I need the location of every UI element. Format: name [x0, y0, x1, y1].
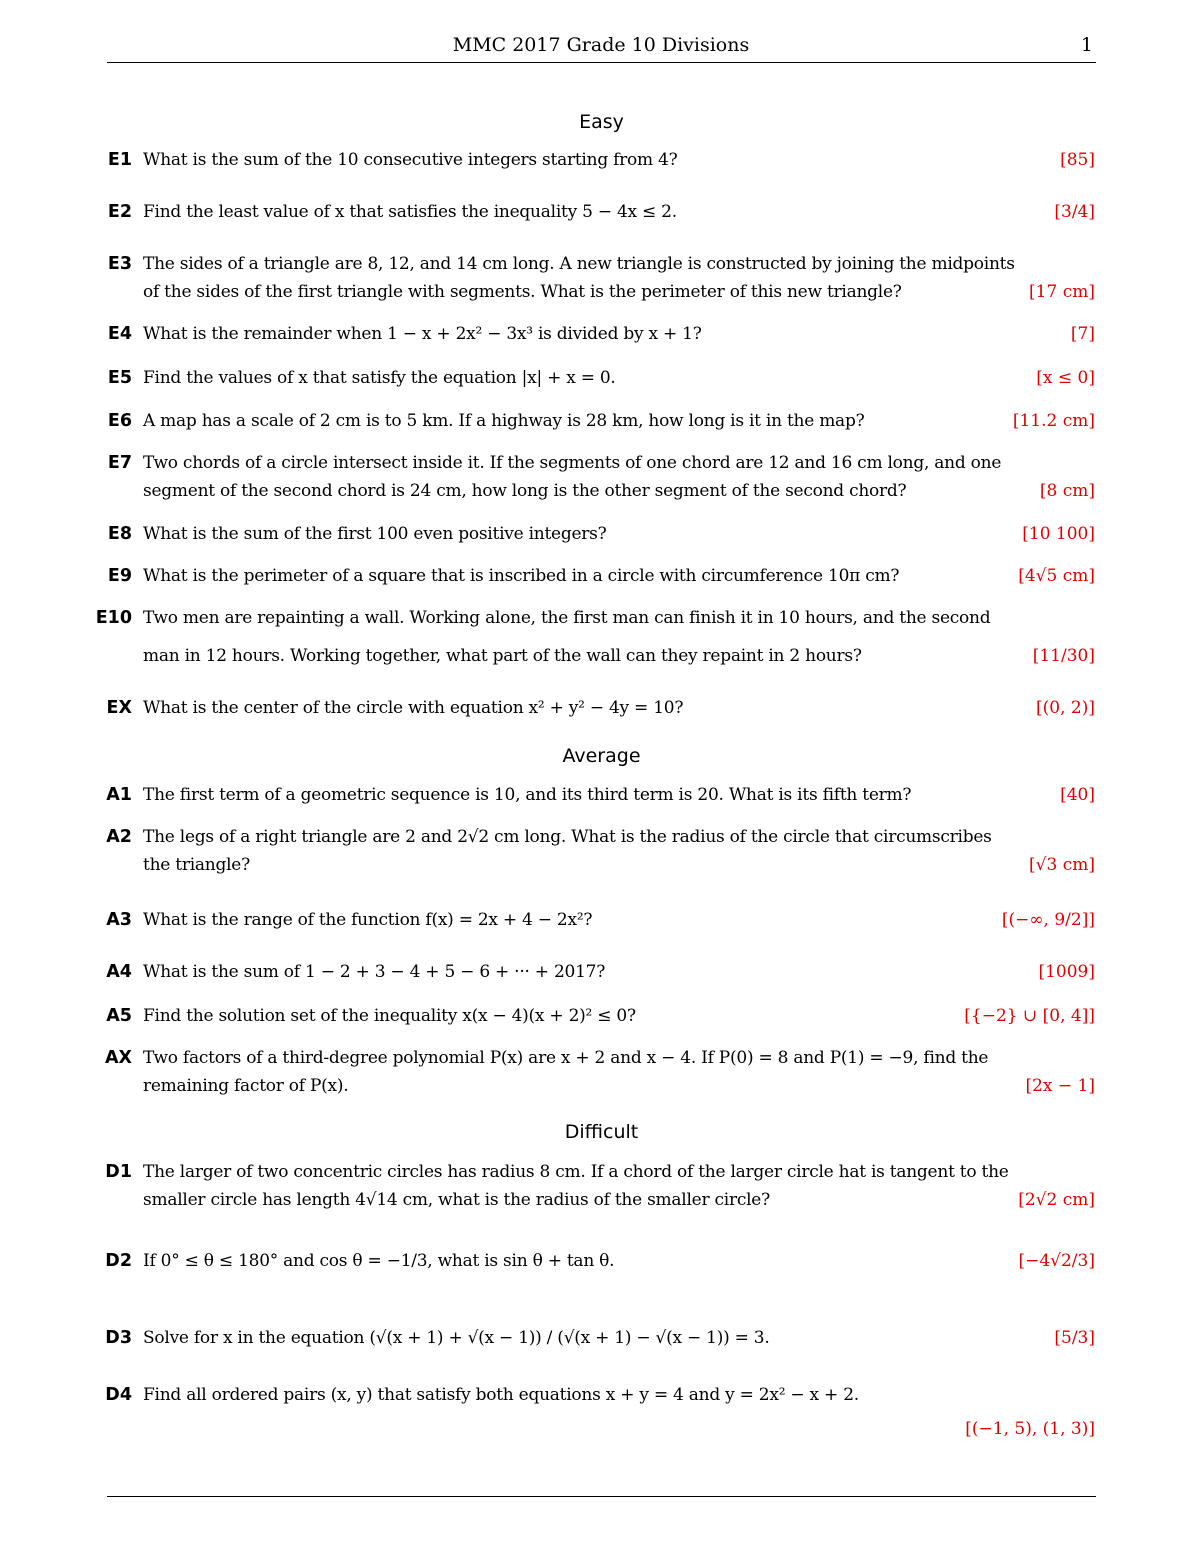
- question-line: If 0° ≤ θ ≤ 180° and cos θ = −1/3, what is sin θ + tan θ.: [143, 1251, 615, 1271]
- problem-question: [143, 604, 1095, 670]
- question-line: What is the range of the function f(x) = 2x + 4 − 2x²?: [143, 910, 593, 930]
- problem-label: D1: [105, 1162, 132, 1182]
- question-line: remaining factor of P(x).: [143, 1076, 349, 1096]
- page-header: [107, 34, 1095, 64]
- problem-answer: [1009]: [1038, 962, 1095, 982]
- problem-item: [80, 1381, 1095, 1441]
- question-line: What is the sum of the first 100 even positive integers?: [143, 524, 607, 544]
- question-line: segment of the second chord is 24 cm, how long is the other segment of the second chord?: [143, 481, 907, 501]
- problem-item: [80, 146, 1095, 206]
- question-line: Two chords of a circle intersect inside it. If the segments of one chord are 12 and 16 cm long, and one: [143, 453, 1002, 473]
- section-heading-difficult: Difficult: [564, 1121, 639, 1143]
- problem-question: [143, 1158, 1095, 1214]
- problem-label: E4: [107, 324, 132, 344]
- problem-question: [143, 198, 1095, 226]
- problem-question: [143, 906, 1095, 934]
- problem-label: E6: [107, 411, 132, 431]
- problem-item: [80, 198, 1095, 258]
- page-number: 1: [1080, 34, 1093, 56]
- problem-label: E10: [95, 608, 132, 628]
- problem-label: E1: [107, 150, 132, 170]
- question-line: What is the sum of 1 − 2 + 3 − 4 + 5 − 6 + ··· + 2017?: [143, 962, 606, 982]
- problem-label: A4: [106, 962, 132, 982]
- question-line: What is the perimeter of a square that is inscribed in a circle with circumference 10π cm?: [143, 566, 900, 586]
- problem-question: [143, 1002, 1095, 1030]
- question-line: What is the sum of the 10 consecutive integers starting from 4?: [143, 150, 678, 170]
- question-line: The legs of a right triangle are 2 and 2√2 cm long. What is the radius of the circle that circumscribes: [143, 827, 992, 847]
- problem-answer: [{−2} ∪ [0, 4]]: [964, 1006, 1095, 1026]
- question-line: smaller circle has length 4√14 cm, what is the radius of the smaller circle?: [143, 1190, 770, 1210]
- problem-question: [143, 1324, 1095, 1352]
- problem-item: [80, 1247, 1095, 1307]
- problem-answer: [(0, 2)]: [1036, 698, 1095, 718]
- problem-answer: [85]: [1060, 150, 1095, 170]
- section-heading-average: Average: [562, 745, 641, 767]
- problem-label: E3: [107, 254, 132, 274]
- question-line: The larger of two concentric circles has radius 8 cm. If a chord of the larger circle hat is tangent to the: [143, 1162, 1009, 1182]
- question-line: A map has a scale of 2 cm is to 5 km. If a highway is 28 km, how long is it in the map?: [143, 411, 865, 431]
- problem-answer: [3/4]: [1054, 202, 1095, 222]
- question-line: What is the center of the circle with equation x² + y² − 4y = 10?: [143, 698, 684, 718]
- problem-label: E2: [107, 202, 132, 222]
- question-line: Find the values of x that satisfy the equation |x| + x = 0.: [143, 368, 616, 388]
- problem-label: E8: [107, 524, 132, 544]
- problem-question: [143, 958, 1095, 986]
- question-line: man in 12 hours. Working together, what part of the wall can they repaint in 2 hours?: [143, 646, 862, 666]
- question-line: The first term of a geometric sequence is 10, and its third term is 20. What is its fifth term?: [143, 785, 912, 805]
- problem-answer: [2√2 cm]: [1018, 1190, 1095, 1210]
- problem-answer: [√3 cm]: [1029, 855, 1095, 875]
- problem-label: A2: [106, 827, 132, 847]
- problem-item: [80, 694, 1095, 754]
- problem-answer: [(−1, 5), (1, 3)]: [965, 1419, 1095, 1439]
- problem-label: A1: [106, 785, 132, 805]
- question-line: Two factors of a third-degree polynomial P(x) are x + 2 and x − 4. If P(0) = 8 and P(1) = −9, find the: [143, 1048, 989, 1068]
- problem-question: [143, 320, 1095, 348]
- problem-question: [143, 520, 1095, 548]
- problem-label: AX: [104, 1048, 132, 1068]
- problem-answer: [2x − 1]: [1025, 1076, 1095, 1096]
- problem-item: [80, 250, 1095, 310]
- question-line: the triangle?: [143, 855, 250, 875]
- question-line: The sides of a triangle are 8, 12, and 14 cm long. A new triangle is constructed by joining the midpoints: [143, 254, 1015, 274]
- problem-question: [143, 407, 1095, 435]
- problem-label: A5: [106, 1006, 132, 1026]
- question-line: of the sides of the first triangle with segments. What is the perimeter of this new triangle?: [143, 282, 902, 302]
- problem-answer: [40]: [1060, 785, 1095, 805]
- problem-question: [143, 781, 1095, 809]
- problem-item: [80, 1324, 1095, 1384]
- header-rule: [107, 62, 1096, 63]
- problem-answer: [11/30]: [1032, 646, 1095, 666]
- problem-answer: [17 cm]: [1029, 282, 1095, 302]
- problem-answer: [−4√2/3]: [1018, 1251, 1095, 1271]
- problem-answer: [4√5 cm]: [1018, 566, 1095, 586]
- problem-label: E9: [107, 566, 132, 586]
- problem-label: A3: [106, 910, 132, 930]
- problem-item: [80, 1044, 1095, 1104]
- problem-item: [80, 449, 1095, 509]
- problem-question: [143, 1381, 1095, 1409]
- problem-question: [143, 1247, 1095, 1275]
- problem-question: [143, 250, 1095, 306]
- question-line: Find the least value of x that satisfies the inequality 5 − 4x ≤ 2.: [143, 202, 677, 222]
- problem-question: [143, 146, 1095, 174]
- problem-answer: [(−∞, 9/2]]: [1001, 910, 1095, 930]
- problem-question: [143, 449, 1095, 505]
- problem-label: D2: [105, 1251, 132, 1271]
- problem-question: [143, 364, 1095, 392]
- problem-question: [143, 823, 1095, 879]
- question-line: What is the remainder when 1 − x + 2x² − 3x³ is divided by x + 1?: [143, 324, 702, 344]
- problem-answer: [10 100]: [1022, 524, 1095, 544]
- problem-answer: [8 cm]: [1039, 481, 1095, 501]
- document-title: MMC 2017 Grade 10 Divisions: [452, 34, 750, 56]
- problem-answer: [x ≤ 0]: [1036, 368, 1095, 388]
- problem-label: D3: [105, 1328, 132, 1348]
- section-heading-easy: Easy: [579, 111, 624, 133]
- question-line: Two men are repainting a wall. Working alone, the first man can finish it in 10 hours, and the second: [143, 608, 991, 628]
- problem-question: [143, 1044, 1095, 1100]
- footer-rule: [107, 1496, 1096, 1497]
- question-line: Solve for x in the equation (√(x + 1) + √(x − 1)) / (√(x + 1) − √(x − 1)) = 3.: [143, 1328, 770, 1348]
- problem-label: EX: [106, 698, 132, 718]
- question-line: Find the solution set of the inequality x(x − 4)(x + 2)² ≤ 0?: [143, 1006, 636, 1026]
- problem-label: D4: [105, 1385, 132, 1405]
- problem-item: [80, 1158, 1095, 1218]
- problem-question: [143, 694, 1095, 722]
- problem-answer: [7]: [1070, 324, 1095, 344]
- problem-item: [80, 906, 1095, 966]
- problem-answer: [5/3]: [1054, 1328, 1095, 1348]
- problem-item: [80, 823, 1095, 883]
- problem-item: [80, 604, 1095, 664]
- problem-label: E5: [107, 368, 132, 388]
- problem-label: E7: [107, 453, 132, 473]
- problem-question: [143, 562, 1095, 590]
- question-line: Find all ordered pairs (x, y) that satisfy both equations x + y = 4 and y = 2x² − x + 2.: [143, 1385, 859, 1405]
- problem-answer: [11.2 cm]: [1012, 411, 1095, 431]
